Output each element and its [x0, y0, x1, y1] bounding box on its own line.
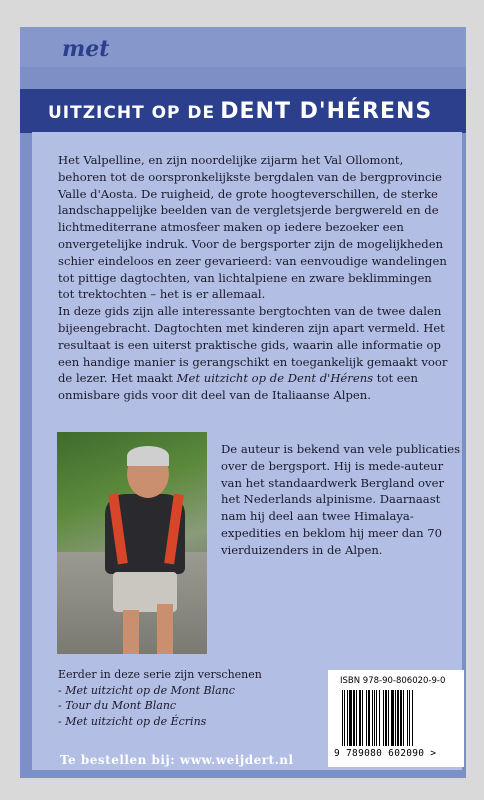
- author-bio: [221, 441, 461, 559]
- book-title-inline: Met uitzicht op de Dent d'Hérens: [176, 371, 374, 386]
- title-prefix: UITZICHT OP DE: [48, 103, 216, 123]
- book-description: [58, 152, 450, 404]
- description-paragraph-2: In deze gids zijn alle interessante bergtochten van de twee dalen bijeengebracht. Dagtochten met kinderen zijn apart vermeld. Het resultaat is een uiterst praktische gids, waarin alle informatie op een handige manier is gerangschikt en toegankelijk gemaakt voor de lezer. Het maakt Met uitzicht op de Dent d'Hérens tot een onmisbare gids voor dit deel van de Italiaanse Alpen.: [58, 304, 448, 403]
- author-photo: [57, 432, 207, 654]
- barcode-icon: [342, 690, 452, 746]
- isbn-text: ISBN 978-90-806020-9-0: [340, 676, 446, 686]
- series-list: [58, 667, 262, 729]
- series-heading: Eerder in deze serie zijn verschenen: [58, 668, 262, 681]
- author-bio-text: De auteur is bekend van vele publicaties over de bergsport. Hij is mede-auteur van het standaardwerk Bergland over het Nederlands alpinisme. Daarnaast nam hij deel aan twee Himalaya-expedities en beklom hij meer dan 70 vierduizenders in de Alpen.: [221, 442, 461, 557]
- series-item: - Met uitzicht op de Mont Blanc: [58, 683, 235, 697]
- title-band: [20, 89, 466, 133]
- order-info: Te bestellen bij: www.weijdert.nl: [60, 753, 294, 767]
- series-item: - Tour du Mont Blanc: [58, 699, 177, 712]
- book-title: [48, 99, 432, 124]
- description-paragraph-1: Het Valpelline, en zijn noordelijke zijarm het Val Ollomont, behoren tot de oorspronkelijkste bergdalen van de bergprovincie Valle d'Aosta. De ruigheid, de grote hoogteverschillen, de sterke landschappelijke beelden van de vergletsjerde bergwereld en de lichtmediterrane atmosfeer maken op iedere bezoeker een onvergetelijke indruk. Voor de bergsporter zijn de mogelijkheden schier eindeloos en zeer gevarieerd: van eenvoudige wandelingen tot pittige dagtochten, van lichtalpiene en zware beklimmingen tot trektochten – het is er allemaal.: [58, 153, 447, 302]
- title-main: DENT D'HÉRENS: [220, 99, 433, 124]
- barcode-box: [328, 670, 464, 767]
- barcode-digits: 9 789080 602090 >: [334, 748, 437, 759]
- title-met: met: [62, 36, 110, 62]
- series-item: - Met uitzicht op de Écrins: [58, 714, 207, 728]
